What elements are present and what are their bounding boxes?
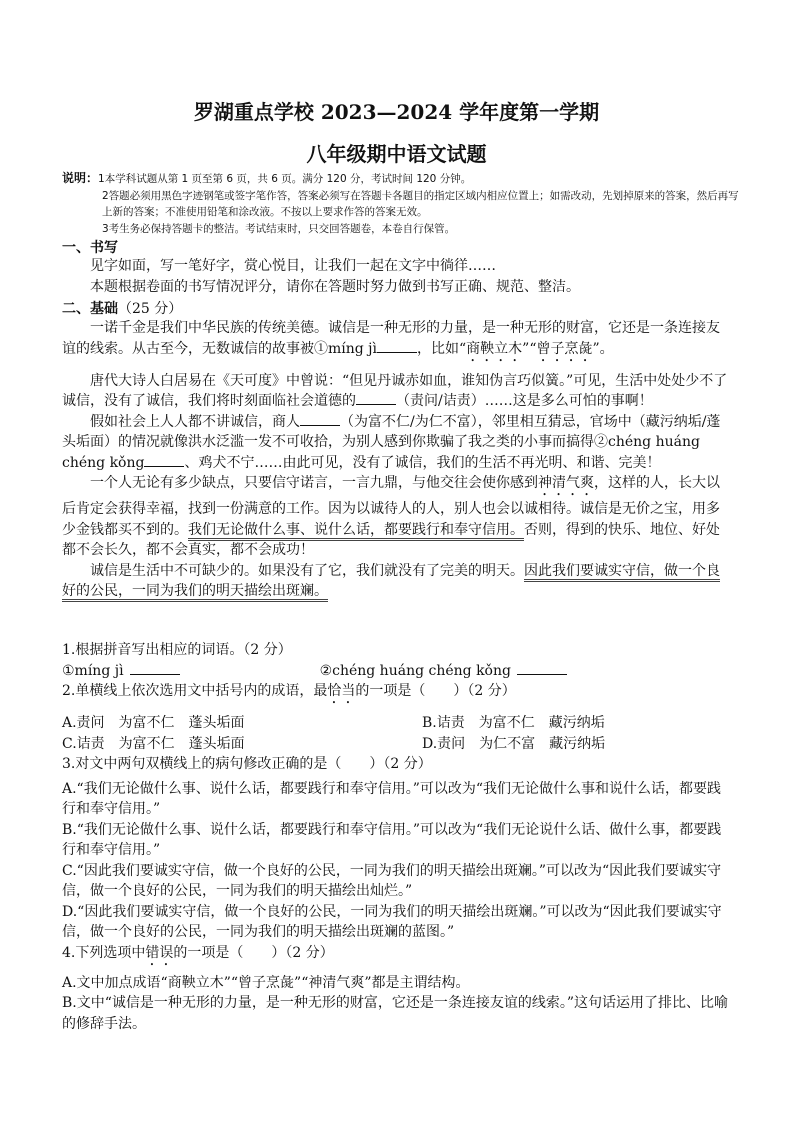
section-score: （25 分）	[118, 301, 183, 317]
question-1: 1.根据拼音写出相应的词语。（2 分）	[62, 642, 292, 658]
dotted-word: 恰当	[327, 683, 356, 699]
section-heading-writing: 一、书写	[62, 240, 118, 256]
section-heading-basics	[62, 298, 182, 318]
option-d: D.责问 为仁不富 藏污纳垢	[422, 735, 606, 752]
option-b: B.“我们无论做什么事、说什么话，都要践行和奉守信用。”可以改为“我们无论说什么话、做什么事，都要践行和奉守信用。”	[62, 821, 722, 858]
passage-paragraph	[62, 318, 732, 365]
double-underlined-sentence: 因此我们要诚实守信，做一个良好的公民，一同为我们的明天描绘出斑斓。	[62, 563, 720, 603]
instructions	[62, 170, 742, 237]
instructions-label: 说明：	[62, 171, 99, 185]
text-span: 否则，得到的快乐、地位、好处都不会长久，都不会真实，都不会成功！	[62, 521, 720, 558]
section-heading-label: 二、基础	[62, 301, 118, 317]
text-span: 一诺千金是我们中华民族的传统美德。诚信是一种无形的力量，是一种无形的财富，它还是一条连接友谊的线索。从古至今，无数诚信的故事被①míng jì	[62, 320, 720, 357]
dotted-idiom: 神清气爽	[538, 475, 594, 491]
question-3: 3.对文中两句双横线上的病句修改正确的是（ ）（2 分）	[62, 756, 432, 772]
dotted-idiom: 商鞅立木	[466, 340, 523, 357]
dotted-word: 错误	[145, 944, 174, 961]
passage	[62, 318, 732, 602]
passage-paragraph	[62, 561, 732, 602]
instruction-item: 3考生务必保持答题卡的整洁。考试结束时，只交回答题卷，本卷自行保管。	[102, 222, 456, 235]
passage-paragraph	[62, 371, 732, 412]
option-row	[62, 734, 732, 755]
answer-blank	[356, 403, 396, 405]
section-writing-body	[62, 256, 732, 297]
option-b: B.诘责 为富不仁 藏污纳垢	[422, 715, 605, 731]
pinyin-prompt: ②chéng huáng chéng kǒng	[319, 662, 511, 679]
text-span: 的一项是（ ）（2 分）	[355, 683, 516, 699]
text-span: ”。	[592, 340, 614, 357]
option-a: A.责问 为富不仁 蓬头垢面	[62, 715, 245, 731]
answer-blank	[130, 673, 180, 675]
text-span: 诚信是生活中不可缺少的。如果没有了它，我们就没有了完美的明天。	[90, 562, 524, 579]
answer-blank	[144, 465, 184, 467]
option-a: A.文中加点成语“商鞅立木”“曾子烹彘”“神清气爽”都是主谓结构。	[62, 974, 470, 991]
double-underlined-sentence: 我们无论做什么事、说什么话，都要践行和奉守信用。	[188, 522, 524, 541]
text-span: ，比如“	[417, 340, 467, 357]
question-4	[62, 943, 732, 969]
option-a: A.“我们无论做什么事、说什么话，都要践行和奉守信用。”可以改为“我们无论做什么事和说什么话，都要践行和奉守信用。”	[62, 780, 722, 817]
text-span: （为富不仁/为仁不富），邻里相互猜忌，官场中（藏污纳垢/蓬头垢面）的情况就像洪水泛滥一发不可收拾，为别人感到你欺骗了我之类的小事而搞得②chéng huáng chéng kǒng	[62, 413, 721, 471]
option-b: B.文中“诚信是一种无形的力量，是一种无形的财富，它还是一条连接友谊的线索。”这句话运用了排比、比喻的修辞手法。	[62, 995, 729, 1032]
text-span: （责问/诘责）……这是多么可怕的事啊！	[396, 393, 653, 409]
answer-blank	[517, 673, 567, 675]
pinyin-prompt: ①míng jì	[62, 662, 124, 679]
text-span: 唐代大诗人白居易在《天可度》中曾说：“但见丹诚赤如血，谁知伪言巧似簧。”可见，生活中处处少不了诚信，没有了诚信，我们将时刻面临社会道德的	[62, 372, 728, 409]
dotted-idiom: 曾子烹彘	[536, 340, 593, 357]
answer-blank	[377, 351, 417, 353]
paragraph: 见字如面，写一笔好字，赏心悦目，让我们一起在文字中徜徉……	[90, 258, 496, 274]
instruction-item: 1本学科试题从第 1 页至第 6 页，共 6 页。满分 120 分，考试时间 120 分钟。	[98, 173, 472, 185]
question-2	[62, 681, 732, 707]
paragraph: 本题根据卷面的书写情况评分，请你在答题时努力做到书写正确、规范、整洁。	[90, 278, 580, 295]
exam-title: 罗湖重点学校 2023—2024 学年度第一学期	[193, 100, 600, 124]
option-d: D.“因此我们要诚实守信，做一个良好的公民，一同为我们的明天描绘出斑斓。”可以改为“因此我们要诚实守信，做一个良好的公民，一同为我们的明天描绘出斑斓的蓝图。”	[62, 903, 722, 940]
text-span: 、鸡犬不宁……由此可见，没有了诚信，我们的生活不再光明、和谐、完美！	[184, 454, 661, 471]
text-span: 4.下列选项中	[62, 944, 146, 961]
answer-blank	[300, 424, 340, 426]
text-span: ”“	[522, 340, 537, 357]
text-span: 的一项是（ ）（2 分）	[173, 944, 334, 961]
option-c: C.“因此我们要诚实守信，做一个良好的公民，一同为我们的明天描绘出斑斓。”可以改为“因此我们要诚实守信，做一个良好的公民，一同为我们的明天描绘出灿烂。”	[62, 862, 722, 899]
text-span: ，这样的人，长大以后肯定会获得幸福，找到一份满意的工作。因为以诚待人的人，别人也会以诚相待。诚信是无价之宝，用多少金钱都买不到的。	[62, 475, 720, 538]
exam-subtitle: 八年级期中语文试题	[306, 142, 487, 166]
option-c: C.诘责 为富不仁 蓬头垢面	[62, 735, 245, 752]
question-1-blanks	[62, 661, 732, 682]
passage-paragraph	[62, 473, 732, 561]
instruction-item: 2答题必须用黑色字迹钢笔或签字笔作答，答案必须写在答题卡各题目的指定区域内相应位置上；如需改动，先划掉原来的答案，然后再写上新的答案；不准使用铅笔和涂改液。不按以上要求作答的答案无效。	[102, 189, 739, 218]
questions	[62, 640, 732, 1034]
text-span: 2.单横线上依次选用文中括号内的成语，最	[62, 683, 328, 699]
text-span: 一个人无论有多少缺点，只要信守诺言，一言九鼎，与他交往会使你感到	[90, 475, 538, 491]
text-span: 假如社会上人人都不讲诚信，商人	[90, 413, 300, 430]
option-row	[62, 713, 732, 734]
passage-paragraph	[62, 412, 732, 474]
